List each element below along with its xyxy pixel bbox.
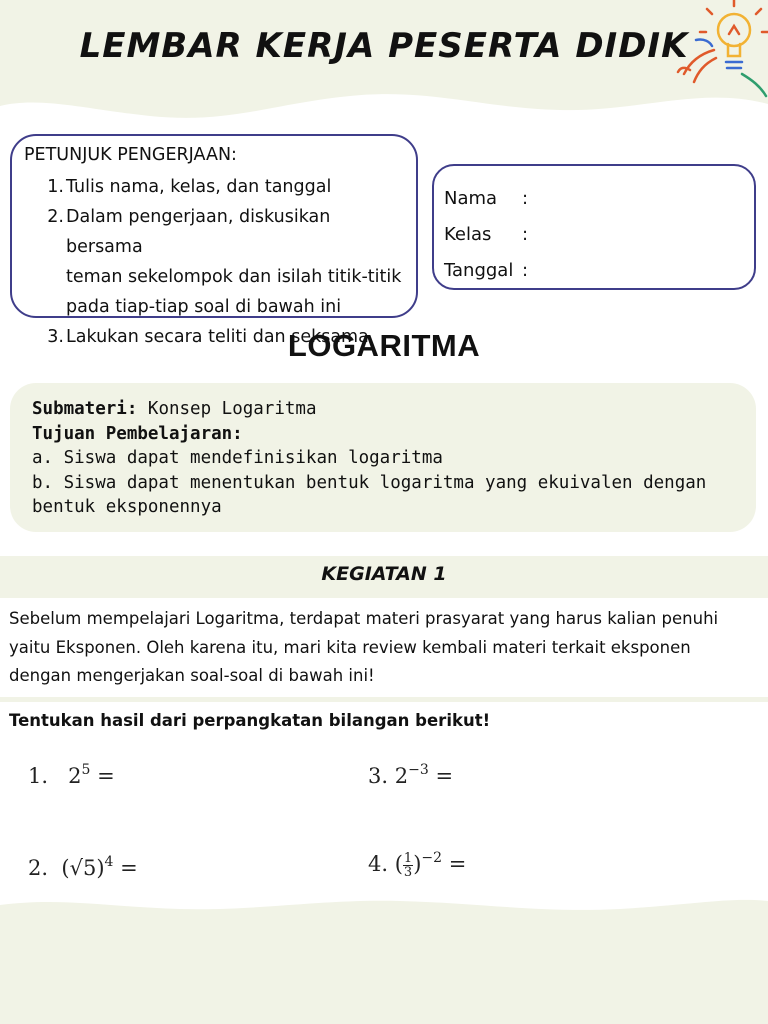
identity-box (432, 164, 756, 290)
submateri-line (32, 397, 736, 422)
name-field[interactable] (444, 180, 754, 216)
date-colon: : (522, 259, 529, 281)
problem-number: 2. (28, 856, 49, 880)
problem-number: 4. (368, 852, 389, 876)
name-colon: : (522, 187, 529, 209)
list-item (24, 292, 406, 322)
submateri-value: Konsep Logaritma (147, 399, 317, 419)
equals-sign: = (120, 856, 138, 880)
problem-number: 3. (368, 764, 389, 788)
problem-exponent: 4 (104, 854, 114, 870)
goal-item: b. Siswa dapat menentukan bentuk logaritma yang ekuivalen dengan bentuk eksponennya (32, 472, 707, 517)
list-item (24, 202, 406, 262)
problem-1 (28, 762, 115, 788)
divider (0, 697, 768, 702)
list-text: pada tiap-tiap soal di bawah ini (66, 297, 342, 317)
date-field[interactable] (444, 252, 754, 288)
learning-objectives-box (10, 383, 756, 532)
instructions-title: PETUNJUK PENGERJAAN: (24, 145, 237, 165)
list-number: 3. (47, 327, 64, 347)
list-item (24, 172, 406, 202)
problem-base: 2 (68, 764, 82, 788)
class-label: Kelas (444, 223, 492, 245)
list-text: teman sekelompok dan isilah titik-titik (66, 267, 402, 287)
problem-base: (√5) (61, 856, 105, 880)
activity-title: KEGIATAN 1 (321, 563, 447, 585)
goals-label: Tujuan Pembelajaran: (32, 423, 243, 444)
class-colon: : (522, 223, 529, 245)
list-text: Dalam pengerjaan, diskusikan bersama (66, 207, 331, 257)
instructions-list (24, 172, 406, 352)
lightbulb-icon (676, 0, 768, 100)
list-text: Tulis nama, kelas, dan tanggal (66, 177, 332, 197)
footer-background (0, 895, 768, 1024)
submateri-label: Submateri: (32, 399, 138, 419)
goal-item: a. Siswa dapat mendefinisikan logaritma (32, 448, 443, 468)
problem-4: 4. ( $\frac{1}{3}$ )$^{-2}$ = (368, 850, 467, 880)
problem-base: 2 (394, 764, 409, 788)
problem-exponent: −2 (421, 850, 443, 866)
problem-3 (368, 762, 453, 788)
list-text: Lakukan secara teliti dan seksama (66, 327, 369, 347)
equals-sign: = (448, 852, 467, 876)
problem-2 (28, 854, 138, 880)
list-number: 1. (47, 177, 64, 197)
page-title: LEMBAR KERJA PESERTA DIDIK (79, 26, 689, 66)
problem-exponent: −3 (408, 762, 429, 778)
list-item (24, 262, 406, 292)
problem-exponent: 5 (81, 762, 91, 778)
equals-sign: = (97, 764, 115, 788)
equals-sign: = (435, 764, 454, 788)
problem-number: 1. (28, 764, 49, 788)
list-number (24, 262, 66, 292)
fraction: $\frac{1}{3}$ (403, 851, 413, 880)
section-title: LOGARITMA (287, 328, 481, 363)
name-label: Nama (444, 187, 498, 209)
class-field[interactable] (444, 216, 754, 252)
instructions-box (10, 134, 418, 347)
date-label: Tanggal (444, 259, 514, 281)
list-number (24, 292, 66, 322)
activity-paragraph: Sebelum mempelajari Logaritma, terdapat materi prasyarat yang harus kalian penuhi yaitu Eksponen. Oleh karena itu, mari kita review kembali materi terkait eksponen dengan mengerjakan soal-soal di bawah ini! (9, 609, 719, 685)
task-instruction: Tentukan hasil dari perpangkatan bilangan berikut! (9, 711, 491, 730)
list-number: 2. (47, 207, 64, 227)
